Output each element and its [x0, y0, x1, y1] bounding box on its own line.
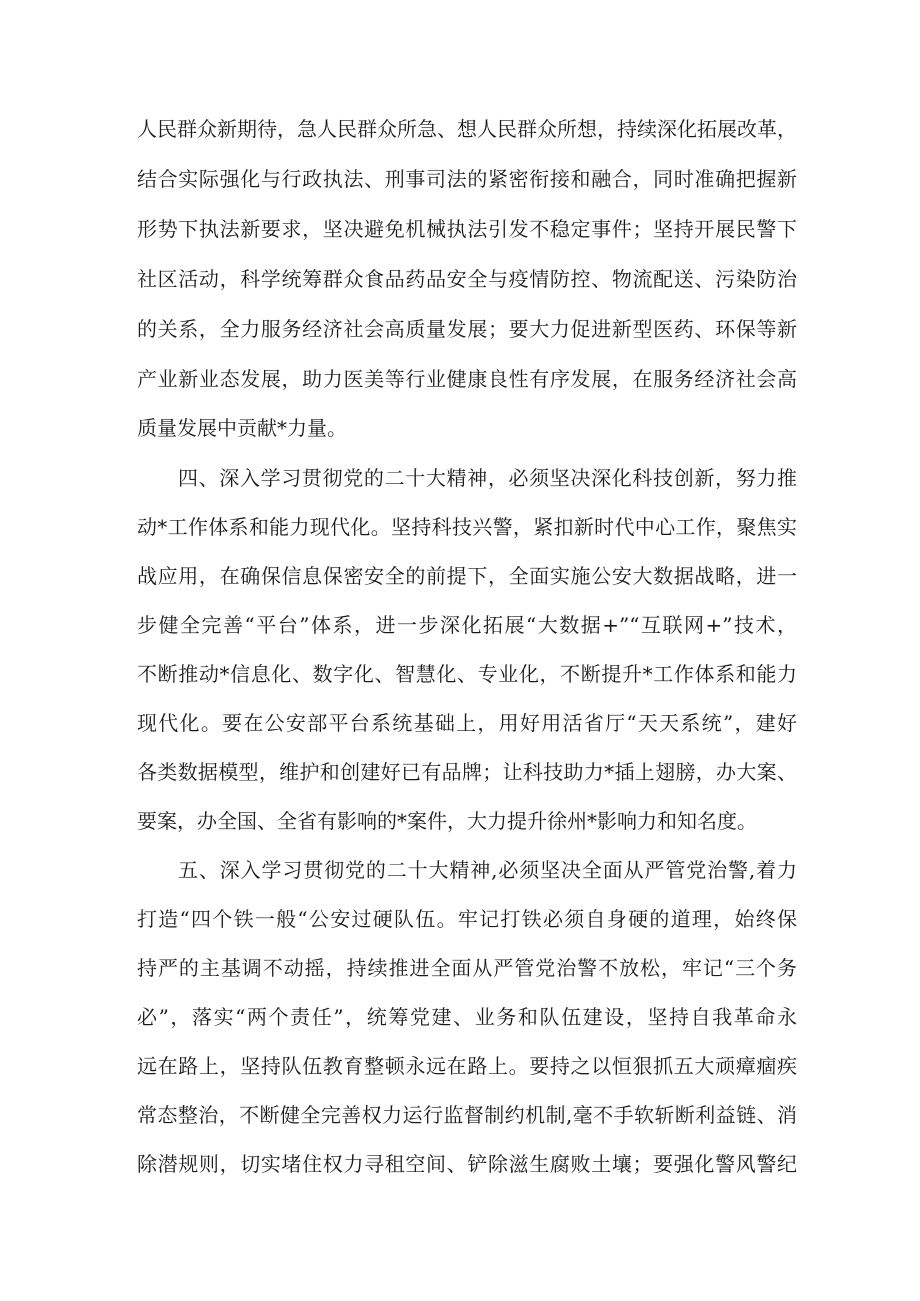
text-line: 人民群众新期待，急人民群众所急、想人民群众所想，持续深化拓展改革，	[137, 117, 797, 141]
text-line: 社区活动，科学统筹群众食品药品安全与疫情防控、物流配送、污染防治	[137, 267, 797, 291]
text-line: 不断推动*信息化、数字化、智慧化、专业化，不断提升*工作体系和能力	[137, 662, 797, 686]
text-line: 形势下执法新要求，坚决避免机械执法引发不稳定事件；坚持开展民警下	[137, 217, 797, 241]
text-line: 的关系，全力服务经济社会高质量发展；要大力促进新型医药、环保等新	[137, 317, 797, 341]
text-line: 各类数据模型，维护和创建好已有品牌；让科技助力*插上翅膀，办大案、	[137, 760, 797, 784]
text-line: 要案，办全国、全省有影响的*案件，大力提升徐州*影响力和知名度。	[137, 809, 757, 833]
text-line: 现代化。要在公安部平台系统基础上，用好用活省厅“天天系统”，建好	[137, 711, 797, 735]
text-line: 打造“四个铁一般“公安过硬队伍。牢记打铁必须自身硬的道理，始终保	[137, 907, 797, 931]
text-line: 除潜规则，切实堵住权力寻租空间、铲除滋生腐败土壤；要强化警风警纪	[137, 1152, 797, 1176]
text-line: 远在路上，坚持队伍教育整顿永远在路上。要持之以恒狠抓五大顽瘴痼疾	[137, 1054, 797, 1078]
text-line: 必”，落实“两个责任”，统筹党建、业务和队伍建设，坚持自我革命永	[137, 1005, 797, 1029]
text-line: 战应用，在确保信息保密安全的前提下，全面实施公安大数据战略，进一	[137, 564, 797, 588]
text-line: 动*工作体系和能力现代化。坚持科技兴警，紧扣新时代中心工作，聚焦实	[137, 515, 797, 539]
text-line: 结合实际强化与行政执法、刑事司法的紧密衔接和融合，同时准确把握新	[137, 167, 797, 191]
text-line: 持严的主基调不动摇，持续推进全面从严管党治警不放松，牢记“三个务	[137, 956, 797, 980]
text-line: 步健全完善“平台”体系，进一步深化拓展“大数据+”“互联网+”技术，	[137, 613, 797, 637]
text-line: 四、深入学习贯彻党的二十大精神，必须坚决深化科技创新，努力推	[178, 466, 797, 490]
text-line: 质量发展中贡献*力量。	[137, 416, 347, 440]
text-line: 常态整治，不断健全完善权力运行监督制约机制,毫不手软斩断利益链、消	[137, 1103, 797, 1127]
text-line: 产业新业态发展，助力医美等行业健康良性有序发展，在服务经济社会高	[137, 367, 797, 391]
text-line: 五、深入学习贯彻党的二十大精神,必须坚决全面从严管党治警,着力	[178, 858, 797, 882]
